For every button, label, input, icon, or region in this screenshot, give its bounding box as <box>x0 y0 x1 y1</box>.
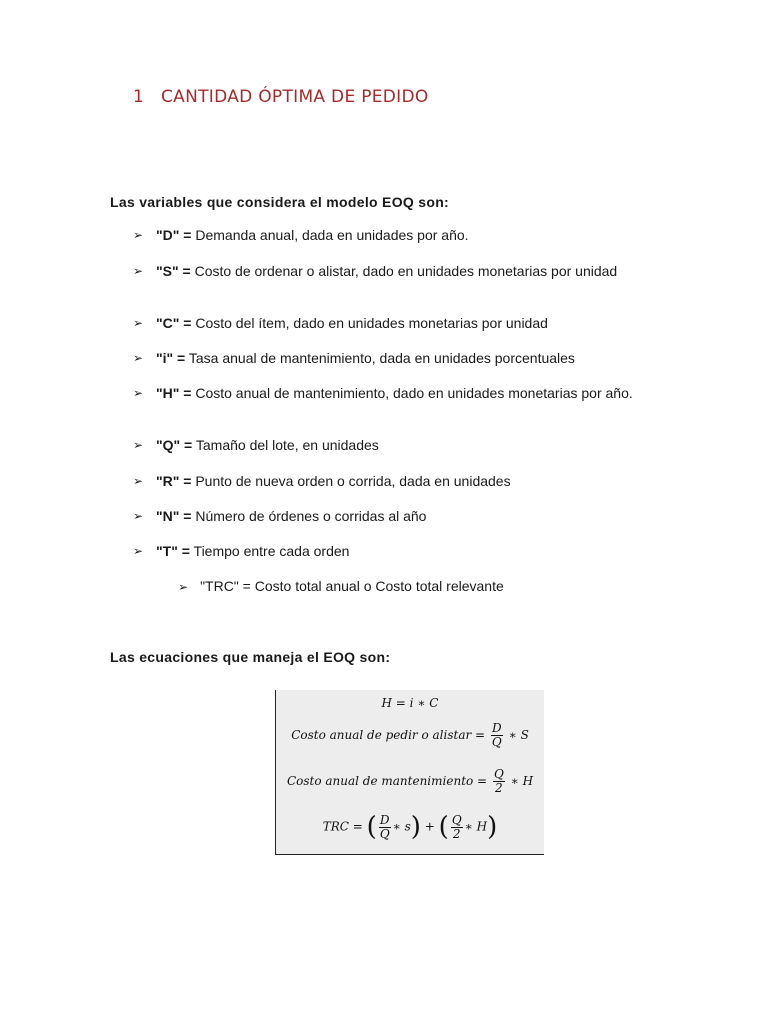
equation-order-cost <box>276 722 544 749</box>
arrow-bullet-icon: ➢ <box>178 580 189 594</box>
variable-desc: Demanda anual, dada en unidades por año. <box>191 227 469 243</box>
equation-lhs: Costo anual de pedir o alistar = <box>291 728 486 742</box>
equation-rest: ∗ s <box>392 819 411 834</box>
plus-sign: + <box>424 819 435 834</box>
variable-key: "i" = <box>156 350 186 366</box>
list-item <box>133 263 658 280</box>
sub-variable-text: "TRC" = Costo total anual o Costo total relevante <box>200 578 504 594</box>
variable-desc: Número de órdenes o corridas al año <box>191 508 427 524</box>
numerator: D <box>492 721 502 735</box>
section-heading <box>133 87 429 107</box>
arrow-bullet-icon: ➢ <box>133 228 144 242</box>
list-item <box>133 508 658 525</box>
variable-key: "S" = <box>156 263 191 279</box>
numerator: Q <box>493 767 504 781</box>
heading-number: 1 <box>133 87 145 107</box>
equation-holding-cost <box>276 768 544 795</box>
variable-desc: Punto de nueva orden o corrida, dada en unidades <box>191 473 511 489</box>
list-item <box>133 437 658 454</box>
list-item <box>133 315 658 332</box>
variable-key: "C" = <box>156 315 192 331</box>
arrow-bullet-icon: ➢ <box>133 509 144 523</box>
equations-image <box>275 690 544 855</box>
arrow-bullet-icon: ➢ <box>133 544 144 558</box>
variables-intro: Las variables que considera el modelo EOQ son: <box>110 194 450 210</box>
equation-lhs: TRC = <box>322 819 363 834</box>
denominator: Q <box>491 735 502 749</box>
arrow-bullet-icon: ➢ <box>133 264 144 278</box>
arrow-bullet-icon: ➢ <box>133 474 144 488</box>
variable-desc: Tiempo entre cada orden <box>189 543 350 559</box>
equation-h: H = i ∗ C <box>381 696 439 710</box>
variable-desc: Costo anual de mantenimiento, dado en unidades monetarias por año. <box>191 385 633 401</box>
equations-intro: Las ecuaciones que maneja el EOQ son: <box>110 649 391 665</box>
arrow-bullet-icon: ➢ <box>133 438 144 452</box>
arrow-bullet-icon: ➢ <box>133 316 144 330</box>
denominator: Q <box>379 826 390 841</box>
fraction <box>493 768 505 795</box>
equation-trc: TRC = ( $\frac{D}{Q}$ ∗ s) + ( $\frac{Q}{2}$ ∗ H) <box>322 812 498 842</box>
fraction <box>491 722 503 749</box>
list-item <box>133 227 658 244</box>
heading-title: CANTIDAD ÓPTIMA DE PEDIDO <box>161 87 429 107</box>
variable-desc: Costo de ordenar o alistar, dado en unidades monetarias por unidad <box>190 263 618 279</box>
variable-desc: Tamaño del lote, en unidades <box>192 437 379 453</box>
numerator: D <box>379 812 390 827</box>
list-item <box>133 473 658 490</box>
arrow-bullet-icon: ➢ <box>133 351 144 365</box>
variable-key: "D" = <box>156 227 192 243</box>
equation-rest: ∗ H <box>464 819 488 834</box>
fraction <box>451 814 463 841</box>
equation-rest: ∗ H <box>510 774 534 788</box>
denominator: 2 <box>495 781 503 795</box>
variable-key: "Q" = <box>156 437 193 453</box>
list-item <box>133 543 658 560</box>
numerator: Q <box>451 812 462 827</box>
arrow-bullet-icon: ➢ <box>133 386 144 400</box>
equation-rest: ∗ S <box>508 728 529 742</box>
variable-desc: Tasa anual de mantenimiento, dada en unidades porcentuales <box>185 350 575 366</box>
variable-key: "N" = <box>156 508 192 524</box>
sub-list-item <box>178 578 504 596</box>
variable-key: "R" = <box>156 473 192 489</box>
variable-key: "T" = <box>156 543 190 559</box>
denominator: 2 <box>452 826 461 841</box>
list-item <box>133 350 658 367</box>
fraction <box>379 814 391 841</box>
equation-lhs: Costo anual de mantenimiento = <box>286 774 488 788</box>
variable-key: "H" = <box>156 385 192 401</box>
variable-desc: Costo del ítem, dado en unidades monetarias por unidad <box>191 315 548 331</box>
list-item <box>133 385 658 402</box>
